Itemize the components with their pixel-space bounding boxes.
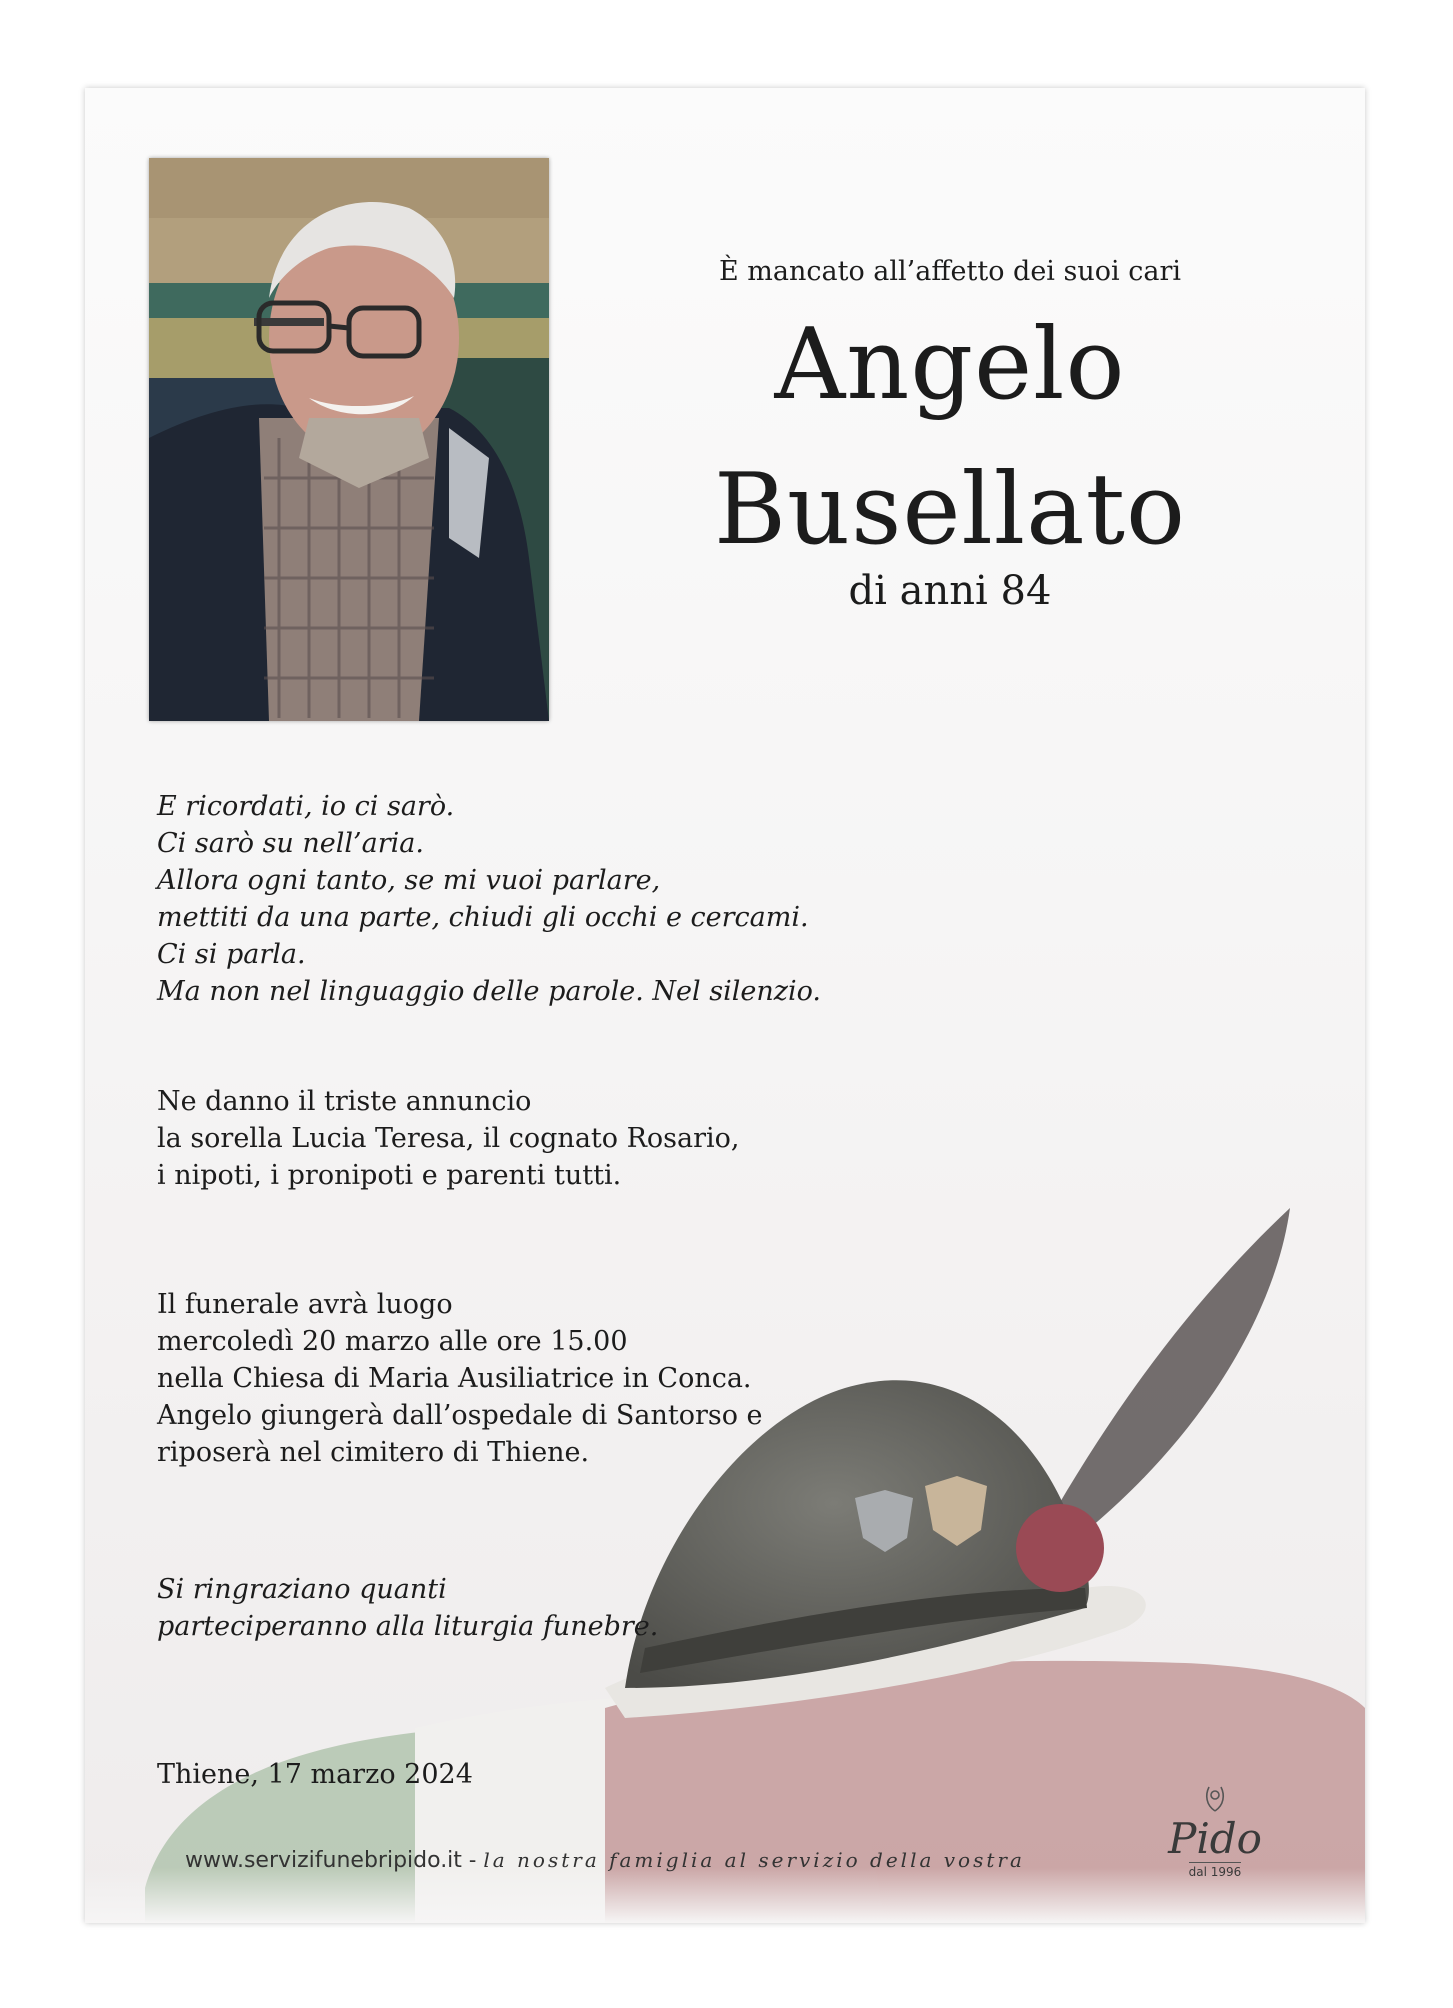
- poem: E ricordati, io ci sarò. Ci sarò su nell’aria. Allora ogni tanto, se mi vuoi parlare, mettiti da una parte, chiudi gli occhi e cercami. Ci si parla. Ma non nel linguaggio delle parole. Nel silenzio.: [157, 791, 821, 1007]
- funeral-details: Il funerale avrà luogo mercoledì 20 marzo alle ore 15.00 nella Chiesa di Maria Ausiliatrice in Conca. Angelo giungerà dall’ospedale di Santorso e riposerà nel cimitero di Thiene.: [157, 1289, 763, 1468]
- footer-motto: la nostra famiglia al servizio della vostra: [483, 1848, 1025, 1872]
- laurel-icon: [1200, 1783, 1230, 1813]
- intro-text: È mancato all’affetto dei suoi cari: [719, 256, 1181, 287]
- deceased-first-name: Angelo: [774, 308, 1126, 422]
- deceased-age: di anni 84: [848, 568, 1052, 614]
- portrait-photo: [149, 158, 549, 721]
- company-logo: [1165, 1783, 1265, 1880]
- logo-name: Pido: [1168, 1814, 1262, 1863]
- obituary-card: [85, 88, 1365, 1923]
- thanks-text: Si ringraziano quanti parteciperanno alla liturgia funebre.: [157, 1574, 659, 1642]
- footer-separator: -: [461, 1848, 484, 1873]
- logo-since: dal 1996: [1189, 1862, 1242, 1879]
- footer: [185, 1848, 1025, 1873]
- announcement: Ne danno il triste annuncio la sorella Lucia Teresa, il cognato Rosario, i nipoti, i pronipoti e parenti tutti.: [157, 1086, 740, 1191]
- place-date: Thiene, 17 marzo 2024: [157, 1759, 473, 1790]
- deceased-last-name: Busellato: [714, 453, 1186, 567]
- website-link[interactable]: www.servizifunebripido.it: [185, 1848, 462, 1873]
